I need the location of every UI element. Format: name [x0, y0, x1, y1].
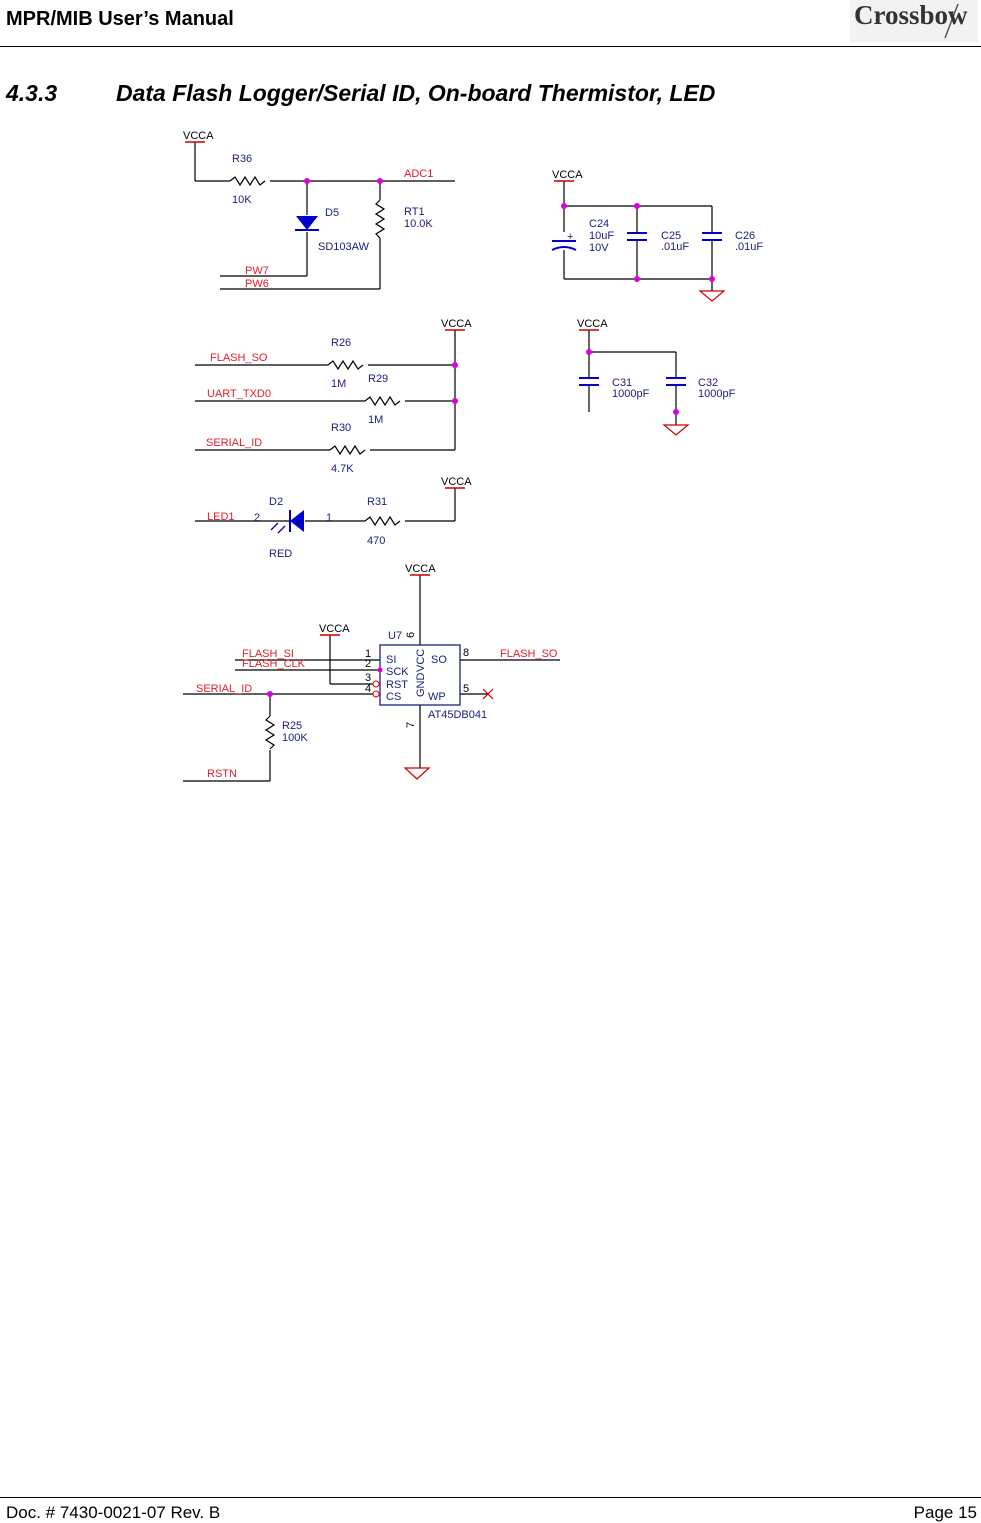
vcca-label: VCCA — [441, 318, 472, 330]
u7-pin-vcc: VCC — [415, 648, 427, 672]
net-label-pw7: PW7 — [245, 265, 269, 277]
c26-ref: C26 — [735, 230, 756, 242]
u7-pin-so: SO — [431, 654, 447, 666]
c31-value: 1000pF — [612, 388, 650, 400]
section-title: Data Flash Logger/Serial ID, On-board Thermistor, LED — [116, 80, 716, 106]
u7-pin-number: 5 — [463, 683, 470, 695]
u7-pin-gnd: GND — [415, 672, 427, 697]
u7-pin-rst: RST — [386, 679, 408, 691]
net-label-serial-id: SERIAL_ID — [206, 437, 263, 449]
page-header-title: MPR/MIB User’s Manual — [6, 8, 234, 30]
u7-pin-wp: WP — [428, 691, 446, 703]
u7-pin-number: 2 — [365, 658, 372, 670]
vcca-label: VCCA — [577, 318, 608, 330]
c25-ref: C25 — [661, 230, 682, 242]
d2-ref: D2 — [269, 496, 284, 508]
section-number: 4.3.3 — [6, 80, 58, 106]
doc-number: Doc. # 7430-0021-07 Rev. B — [6, 1503, 221, 1522]
r25-ref: R25 — [282, 720, 303, 732]
r31-value: 470 — [367, 535, 386, 547]
u7-pin-number: 3 — [365, 672, 372, 684]
r36-value: 10K — [232, 194, 252, 206]
u7-pin-number: 6 — [405, 631, 417, 638]
d5-ref: D5 — [325, 207, 340, 219]
net-label-pw6: PW6 — [245, 278, 269, 290]
r30-ref: R30 — [331, 422, 352, 434]
u7-part: AT45DB041 — [428, 709, 488, 721]
footer-divider — [0, 1497, 981, 1498]
d2-value: RED — [269, 548, 293, 560]
c24-ref: C24 — [589, 218, 610, 230]
u7-pin-si: SI — [386, 654, 397, 666]
vcca-label: VCCA — [552, 169, 583, 181]
u7-pin-number: 7 — [405, 721, 417, 728]
net-label-led1: LED1 — [207, 511, 235, 523]
r30-value: 4.7K — [331, 463, 354, 475]
rt1-value: 10.0K — [404, 218, 433, 230]
net-label-flash-clk: FLASH_CLK — [242, 658, 305, 670]
u7-pin-sck: SCK — [386, 666, 409, 678]
c24-polarity: + — [567, 231, 574, 243]
c24-rating: 10V — [589, 242, 609, 254]
d5-value: SD103AW — [318, 241, 369, 253]
net-label-uart-txd0: UART_TXD0 — [207, 388, 271, 400]
c26-value: .01uF — [735, 241, 764, 253]
u7-ref: U7 — [388, 630, 403, 642]
vcca-label: VCCA — [183, 130, 214, 142]
r29-ref: R29 — [368, 373, 389, 385]
net-label-flash-so: FLASH_SO — [500, 648, 558, 660]
r31-ref: R31 — [367, 496, 388, 508]
c25-value: .01uF — [661, 241, 690, 253]
net-label-flash-si: FLASH_SI — [242, 648, 294, 660]
net-label-adc1: ADC1 — [404, 168, 434, 180]
vcca-label: VCCA — [319, 623, 350, 635]
vcca-label: VCCA — [441, 476, 472, 488]
net-label-serial-id: SERIAL_ID — [196, 683, 253, 695]
u7-pin-number: 1 — [365, 648, 372, 660]
r25-value: 100K — [282, 732, 308, 744]
r29-value: 1M — [368, 414, 384, 426]
r36-ref: R36 — [232, 153, 253, 165]
net-label-flash-so: FLASH_SO — [210, 352, 268, 364]
rt1-ref: RT1 — [404, 206, 425, 218]
crossbow-logo-text: Crossbow — [854, 0, 968, 30]
c32-ref: C32 — [698, 377, 719, 389]
c32-value: 1000pF — [698, 388, 736, 400]
u7-pin-number: 8 — [463, 647, 470, 659]
r26-value: 1M — [331, 378, 347, 390]
vcca-label: VCCA — [405, 563, 436, 575]
net-label-rstn: RSTN — [207, 768, 237, 780]
d2-pin-2: 2 — [254, 512, 261, 524]
u7-pin-cs: CS — [386, 691, 402, 703]
diode-d5-icon — [295, 216, 319, 230]
page-number: Page 15 — [913, 1503, 977, 1522]
r26-ref: R26 — [331, 337, 352, 349]
u7-pin-number: 4 — [365, 683, 372, 695]
d2-pin-1: 1 — [326, 512, 333, 524]
c31-ref: C31 — [612, 377, 633, 389]
c24-value: 10uF — [589, 230, 615, 242]
